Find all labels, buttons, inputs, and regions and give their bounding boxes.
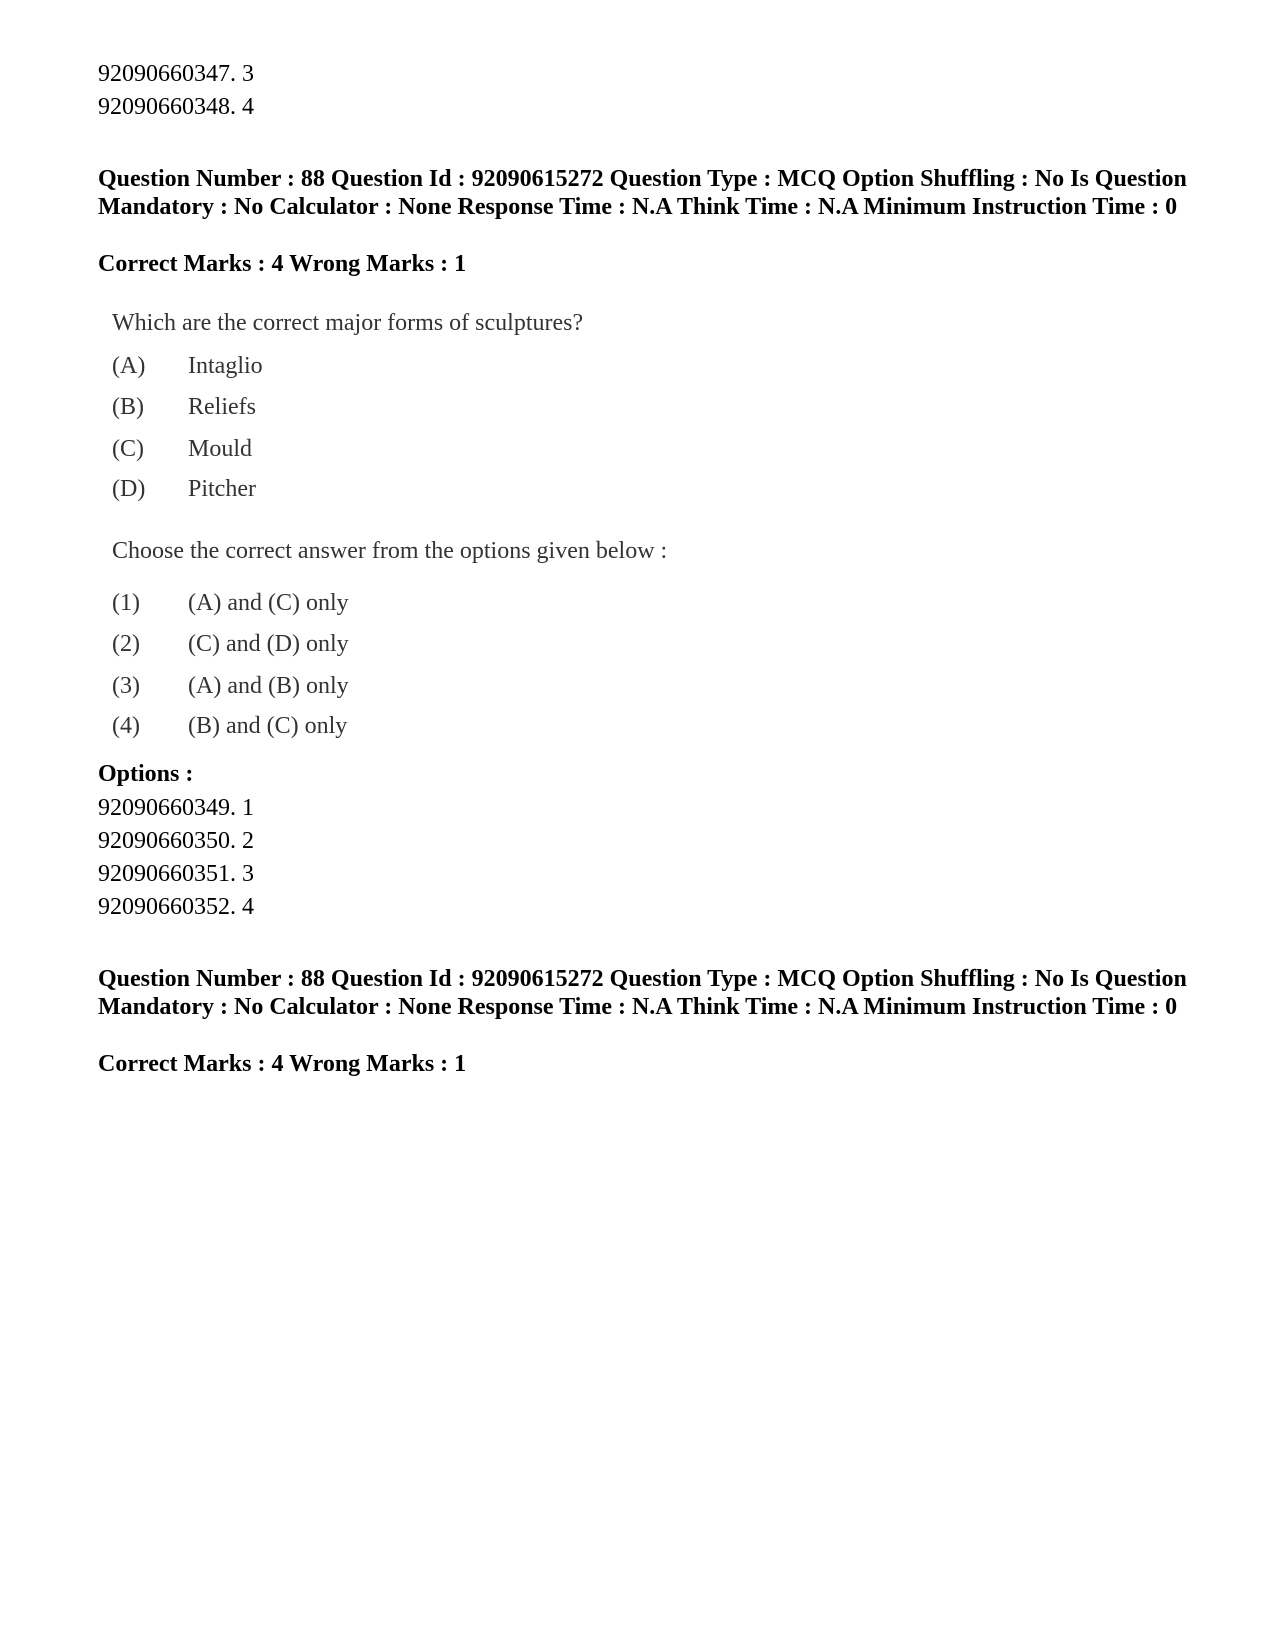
item-label: (D) [112, 476, 146, 502]
options-heading: Options : [98, 761, 194, 787]
choice-label: (2) [112, 631, 140, 657]
choice-text: (A) and (C) only [188, 590, 349, 616]
question-meta: Question Number : 88 Question Id : 92090615272 Question Type : MCQ Option Shuffling : No Is Question Mandatory : No Calculator : None Response Time : N.A Think Time : N.A Minimum Instruction Time : 0 [98, 166, 1187, 220]
option-line: 92090660351. 3 [98, 861, 254, 887]
choice-text: (A) and (B) only [188, 673, 349, 699]
item-label: (A) [112, 353, 146, 379]
item-text: Intaglio [188, 353, 263, 379]
option-line: 92090660352. 4 [98, 894, 254, 920]
item-text: Reliefs [188, 394, 256, 420]
question-marks: Correct Marks : 4 Wrong Marks : 1 [98, 251, 467, 277]
option-line: 92090660348. 4 [98, 94, 254, 120]
question-meta: Question Number : 88 Question Id : 92090615272 Question Type : MCQ Option Shuffling : No Is Question Mandatory : No Calculator : None Response Time : N.A Think Time : N.A Minimum Instruction Time : 0 [98, 966, 1187, 1020]
question-image [112, 306, 792, 776]
choice-label: (4) [112, 713, 140, 739]
item-label: (C) [112, 436, 144, 462]
item-text: Pitcher [188, 476, 256, 502]
item-text: Mould [188, 436, 253, 462]
option-line: 92090660349. 1 [98, 795, 254, 821]
option-line: 92090660347. 3 [98, 61, 254, 87]
question-instruction: Choose the correct answer from the options given below : [112, 538, 668, 564]
question-marks: Correct Marks : 4 Wrong Marks : 1 [98, 1051, 467, 1077]
choice-text: (B) and (C) only [188, 713, 348, 739]
item-label: (B) [112, 394, 144, 420]
choice-label: (3) [112, 673, 140, 699]
choice-label: (1) [112, 590, 140, 616]
choice-text: (C) and (D) only [188, 631, 349, 657]
question-stem: Which are the correct major forms of sculptures? [112, 310, 584, 336]
option-line: 92090660350. 2 [98, 828, 254, 854]
